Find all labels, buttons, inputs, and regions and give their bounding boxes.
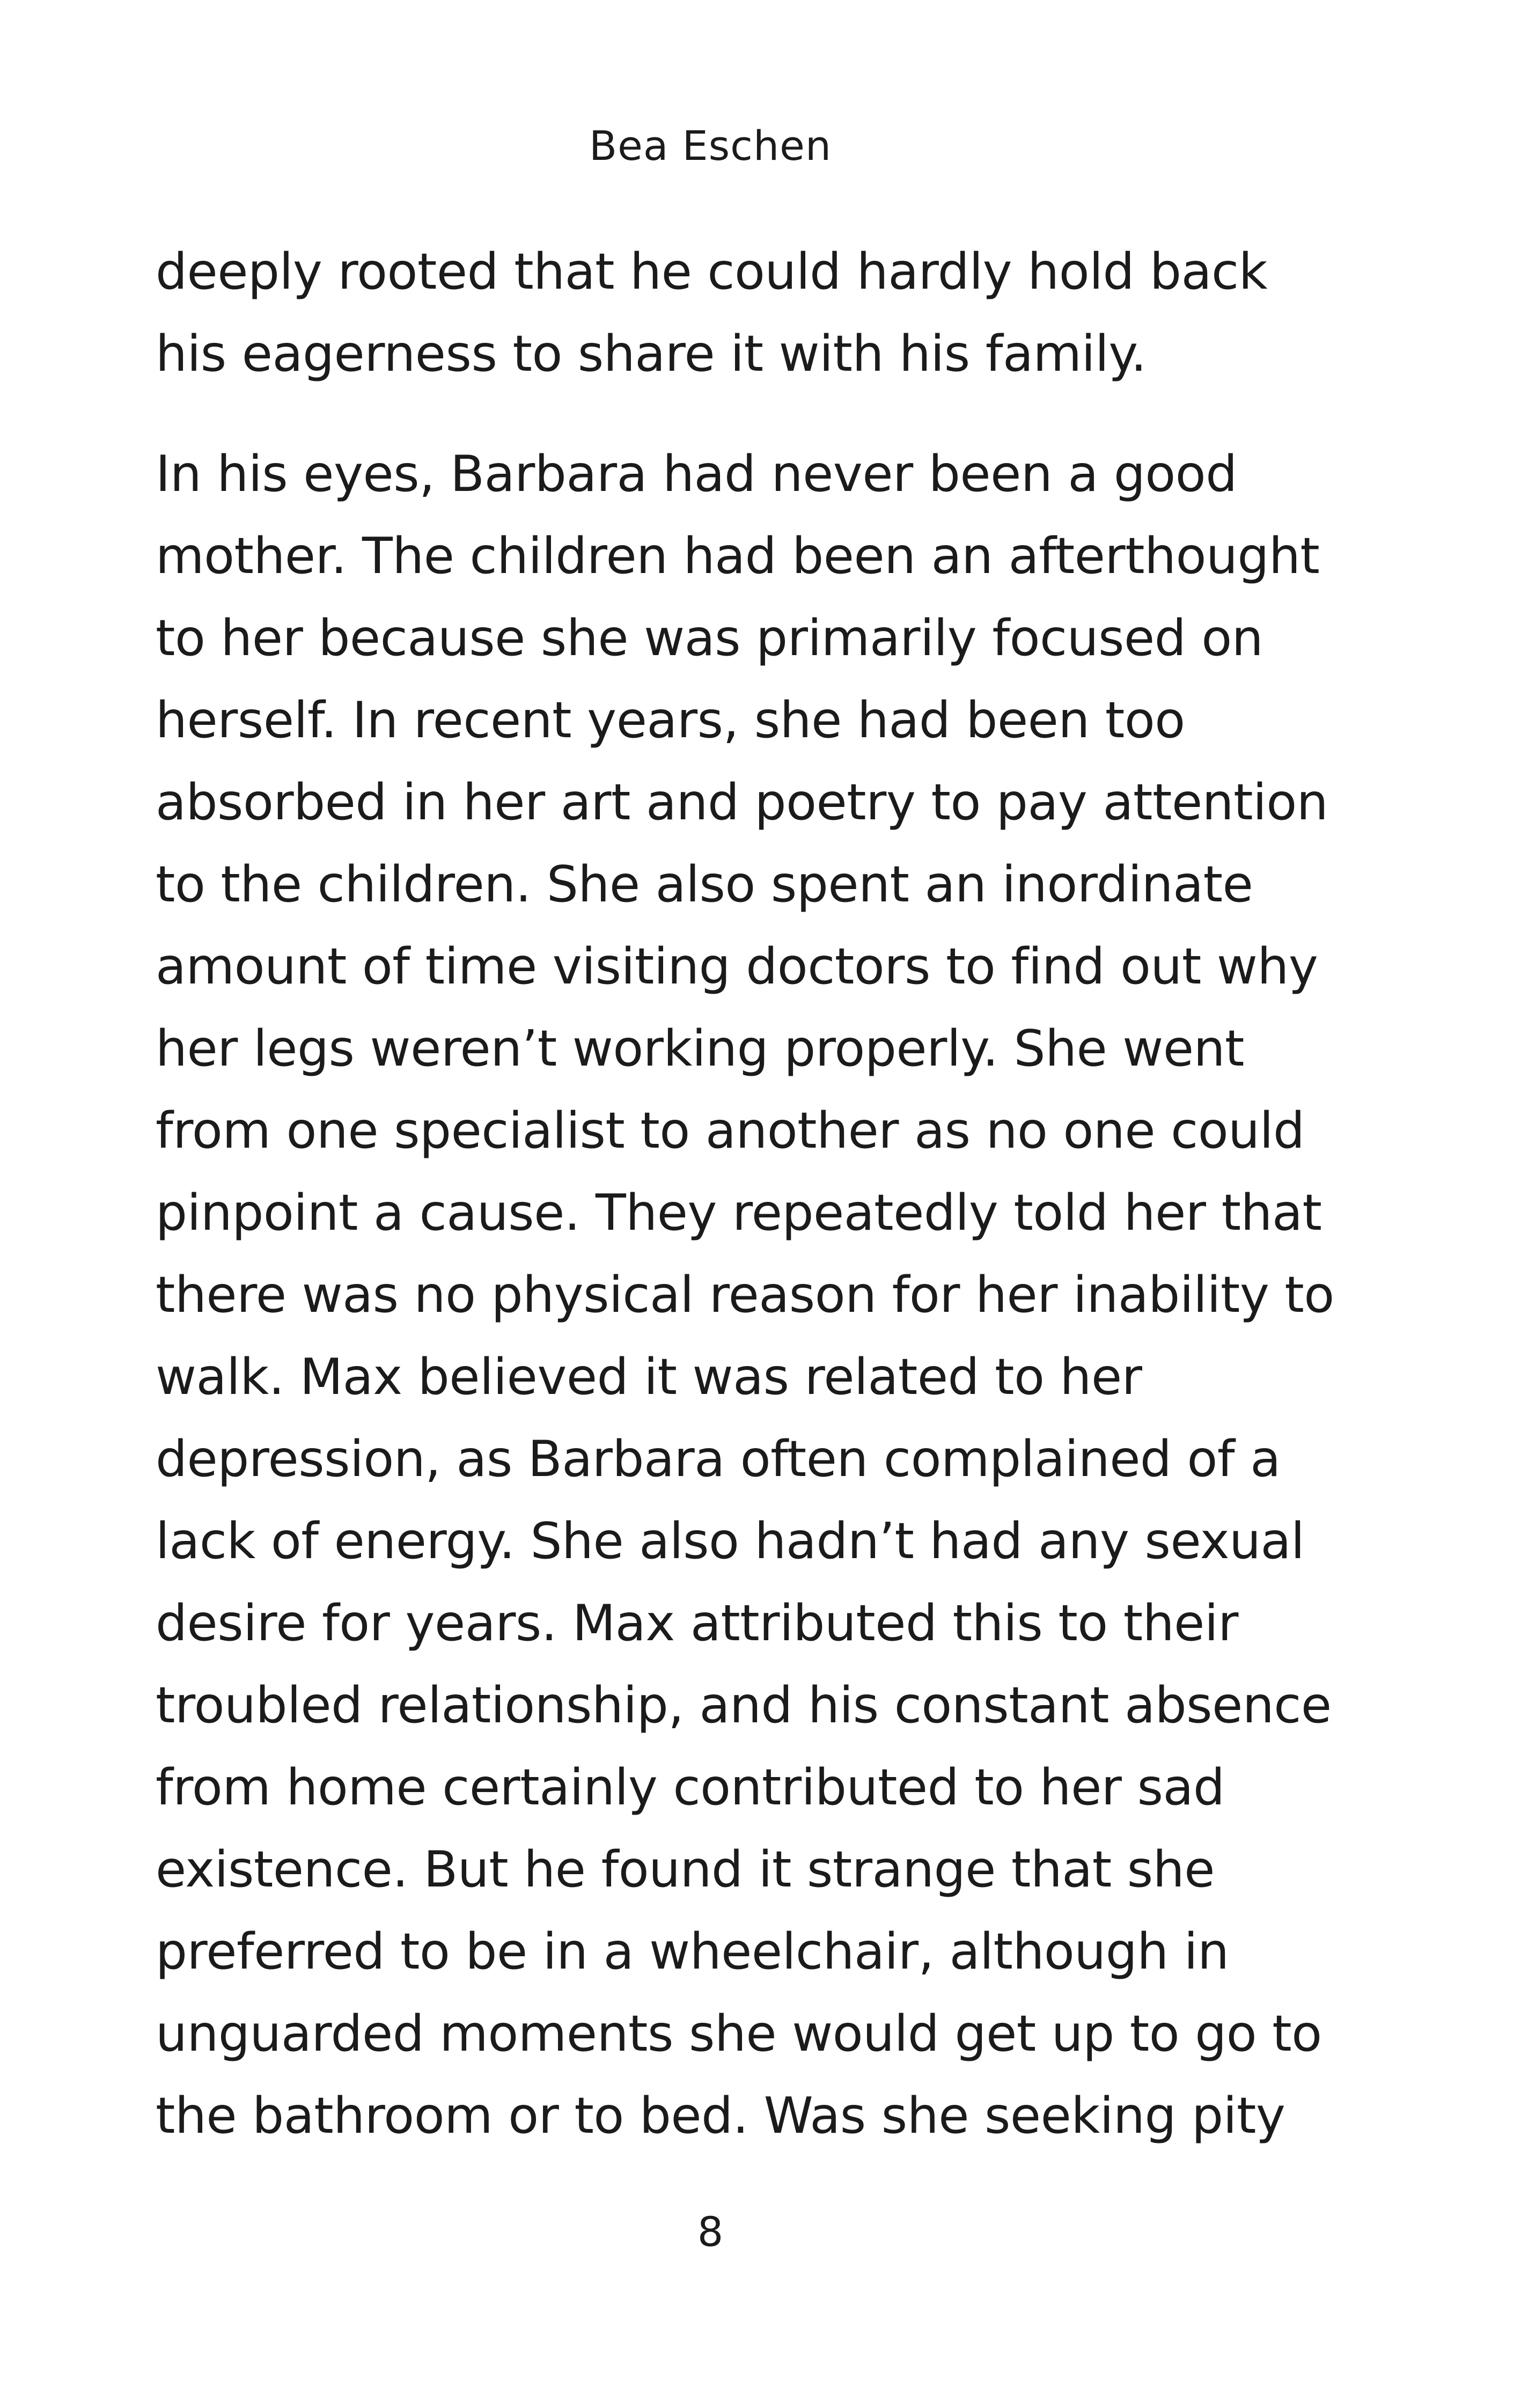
text-line: to her because she was primarily focused on (156, 609, 1263, 667)
text-line: deeply rooted that he could hardly hold back (156, 243, 1268, 300)
running-header-author: Bea Eschen (589, 122, 832, 170)
page-number: 8 (697, 2208, 724, 2256)
text-line: absorbed in her art and poetry to pay attention (156, 773, 1328, 831)
text-line: lack of energy. She also hadn’t had any sexual (156, 1512, 1305, 1570)
text-line: the bathroom or to bed. Was she seeking pity (156, 2087, 1285, 2145)
paragraph-1 (156, 231, 1298, 395)
text-line: walk. Max believed it was related to her (156, 1348, 1142, 1406)
paragraph-2 (156, 433, 1334, 2157)
text-line: mother. The children had been an afterthought (156, 527, 1320, 585)
text-line: from home certainly contributed to her sad (156, 1758, 1225, 1816)
text-line: pinpoint a cause. They repeatedly told her that (156, 1184, 1322, 1242)
text-line: In his eyes, Barbara had never been a good (156, 445, 1237, 503)
text-line: her legs weren’t working properly. She went (156, 1019, 1244, 1077)
text-line: his eagerness to share it with his family. (156, 325, 1147, 383)
text-line: there was no physical reason for her inability to (156, 1266, 1334, 1324)
text-line: existence. But he found it strange that she (156, 1840, 1215, 1898)
text-line: depression, as Barbara often complained of a (156, 1430, 1281, 1488)
text-line: from one specialist to another as no one could (156, 1102, 1305, 1159)
page-body (156, 231, 1334, 2157)
text-line: amount of time visiting doctors to find out why (156, 937, 1318, 995)
text-line: to the children. She also spent an inordinate (156, 855, 1253, 913)
text-line: desire for years. Max attributed this to their (156, 1594, 1238, 1652)
text-line: troubled relationship, and his constant absence (156, 1676, 1332, 1734)
text-line: unguarded moments she would get up to go to (156, 2005, 1322, 2062)
text-line: herself. In recent years, she had been too (156, 691, 1185, 749)
text-line: preferred to be in a wheelchair, although in (156, 1922, 1229, 1980)
